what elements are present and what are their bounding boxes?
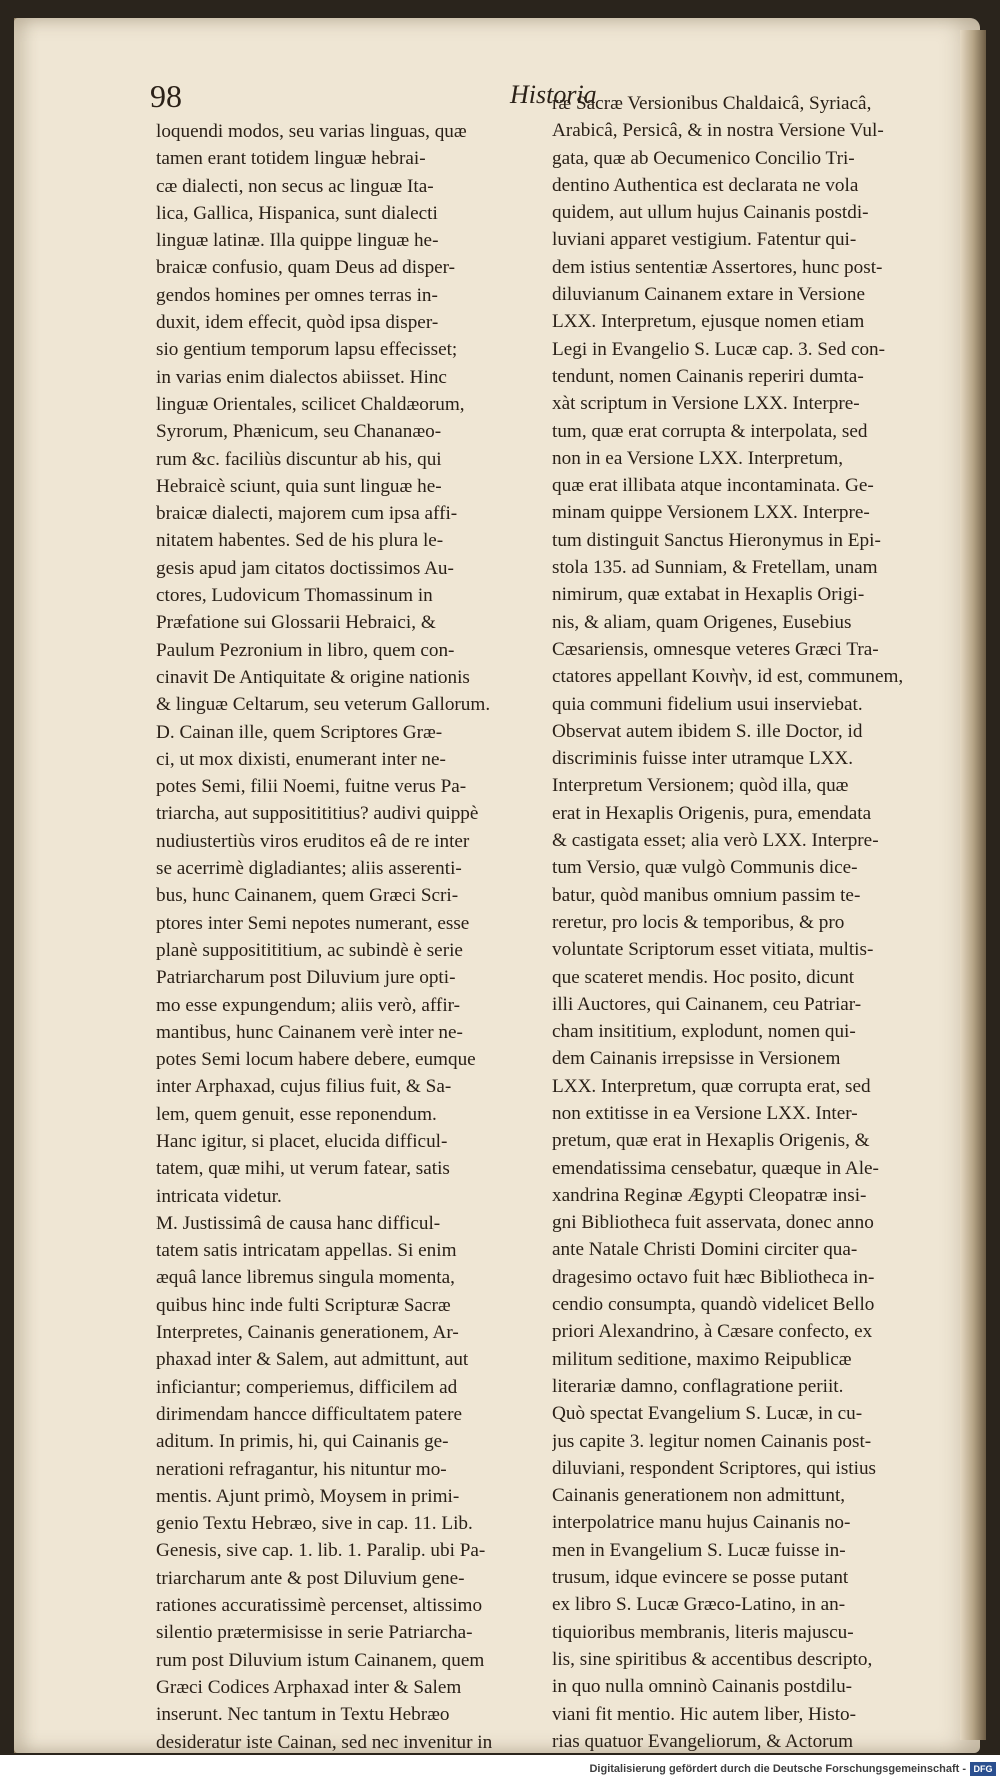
text-line: Quò spectat Evangelium S. Lucæ, in cu- [552,1403,863,1425]
text-line: intricata videtur. [156,1185,282,1207]
text-line: & linguæ Celtarum, seu veterum Gallorum. [156,694,491,716]
text-line: nimirum, quæ extabat in Hexaplis Origi- [552,584,865,606]
text-line: rum &c. faciliùs discuntur ab his, qui [156,448,442,470]
text-line: discriminis fuisse inter utramque LXX. [552,748,854,770]
text-line: literariæ damno, conflagratione periit. [552,1375,844,1397]
text-line: tatem, quæ mihi, ut verum fatear, satis [156,1158,450,1180]
text-line: inficiantur; comperiemus, difficilem ad [156,1376,458,1398]
text-line: genio Textu Hebræo, sive in cap. 11. Lib. [156,1513,473,1535]
text-line: braicæ dialecti, majorem cum ipsa affi- [156,503,458,525]
text-line: in varias enim dialectos abiisset. Hinc [156,366,447,388]
text-line: Observat autem ibidem S. ille Doctor, id [552,720,863,742]
text-line: Legi in Evangelio S. Lucæ cap. 3. Sed con- [552,338,886,360]
text-line: Genesis, sive cap. 1. lib. 1. Paralip. ubi Pa- [156,1540,486,1562]
text-line: braicæ confusio, quam Deus ad disper- [156,257,456,279]
text-line: xandrina Reginæ Ægypti Cleopatræ insi- [552,1184,867,1206]
text-line: bus, hunc Cainanem, quem Græci Scri- [156,885,459,907]
text-line: triarcha, aut suppositititius? audivi quippè [156,803,479,825]
text-line: dem Cainanis irrepsisse in Versionem [552,1048,841,1070]
text-line: mantibus, hunc Cainanem verè inter ne- [156,1021,463,1043]
text-line: trusum, idque evincere se posse putant [552,1567,849,1589]
text-line: triarcharum ante & post Diluvium gene- [156,1567,465,1589]
text-line: tamen erant totidem linguæ hebrai- [156,148,426,170]
text-line: dem istius sententiæ Assertores, hunc post- [552,256,883,278]
text-line: LXX. Interpretum, quæ corrupta erat, sed [552,1075,871,1097]
text-line: nitatem habentes. Sed de his plura le- [156,530,444,552]
text-line: quibus hinc inde fulti Scripturæ Sacræ [156,1294,451,1316]
text-line: Arabicâ, Persicâ, & in nostra Versione Vul- [552,120,884,142]
text-line: minam quippe Versionem LXX. Interpre- [552,502,870,524]
text-line: diluviani, respondent Scriptores, qui istius [552,1457,877,1479]
text-line: aditum. In primis, hi, qui Cainanis ge- [156,1431,449,1453]
text-line: rias quatuor Evangeliorum, & Actorum [552,1730,854,1752]
text-line: æquâ lance libremus singula momenta, [156,1267,455,1289]
text-line: tum distinguit Sanctus Hieronymus in Epi- [552,529,881,551]
text-line: pretum, quæ erat in Hexaplis Origenis, & [552,1130,870,1152]
text-line: Syrorum, Phænicum, seu Chananæo- [156,421,442,443]
text-line: que scateret mendis. Hoc posito, dicunt [552,966,855,988]
text-line: quidem, aut ullum hujus Cainanis postdi- [552,202,869,224]
text-line: militum seditione, maximo Reipublicæ [552,1348,852,1370]
text-line: rum post Diluvium istum Cainanem, quem [156,1649,485,1671]
right-text-column [552,90,948,1782]
text-line: ctores, Ludovicum Thomassinum in [156,585,433,607]
text-line: Præfatione sui Glossarii Hebraici, & [156,612,436,634]
text-line: duxit, idem effecit, quòd ipsa disper- [156,312,439,334]
text-line: tiquioribus membranis, literis majuscu- [552,1621,854,1643]
text-line: quia communi fidelium usui inserviebat. [552,693,863,715]
text-line: reretur, pro locis & temporibus, & pro [552,911,845,933]
text-line: LXX. Interpretum, ejusque nomen etiam [552,311,865,333]
text-line: potes Semi, filii Noemi, fuitne verus Pa- [156,776,467,798]
text-line: interpolatrice manu hujus Cainanis no- [552,1512,851,1534]
text-line: voluntate Scriptorum esset vitiata, multis- [552,939,874,961]
text-line: cham insititium, explodunt, nomen qui- [552,1021,856,1043]
text-line: ctatores appellant Κοινὴν, id est, communem, [552,666,904,688]
text-line: quæ erat illibata atque incontaminata. Ge- [552,475,874,497]
text-line: nerationi refragantur, his nituntur mo- [156,1458,447,1480]
text-line: ante Natale Christi Domini circiter qua- [552,1239,858,1261]
text-line: inter Arphaxad, cujus filius fuit, & Sa- [156,1076,452,1098]
text-line: ci, ut mox dixisti, enumerant inter ne- [156,748,446,770]
text-line: dragesimo octavo fuit hæc Bibliotheca in- [552,1266,875,1288]
text-line: silentio prætermisisse in serie Patriarcha- [156,1622,473,1644]
text-line: linguæ Orientales, scilicet Chaldæorum, [156,393,465,415]
running-head: Historia [510,80,597,109]
text-line: batur, quòd manibus omnium passim te- [552,884,861,906]
text-line: ræ Sacræ Versionibus Chaldaicâ, Syriacâ, [552,93,872,114]
page-number: 98 [150,78,182,114]
text-line: emendatissima censebatur, quæque in Ale- [552,1157,879,1179]
text-line: planè suppositititium, ac subindè è serie [156,939,463,961]
text-line: gni Bibliotheca fuit asservata, donec anno [552,1212,874,1234]
text-line: gesis apud jam citatos doctissimos Au- [156,557,454,579]
digitization-footer [0,1755,1000,1786]
text-line: cendio consumpta, quandò videlicet Bello [552,1294,875,1316]
text-line: tatem satis intricatam appellas. Si enim [156,1240,457,1262]
text-line: Paulum Pezronium in libro, quem con- [156,639,455,661]
text-line: illi Auctores, qui Cainanem, ceu Patriar- [552,993,862,1015]
text-line: luviani apparet vestigium. Fatentur qui- [552,229,857,251]
text-line: loquendi modos, seu varias linguas, quæ [156,121,467,142]
text-line: gata, quæ ab Oecumenico Concilio Tri- [552,147,855,169]
text-line: stola 135. ad Sunniam, & Fretellam, unam [552,557,878,579]
text-line: erat in Hexaplis Origenis, pura, emendata [552,802,872,824]
text-line: nis, & aliam, quam Origenes, Eusebius [552,611,852,633]
text-line: sio gentium temporum lapsu effecisset; [156,339,458,361]
text-line: lis, sine spiritibus & accentibus descripto, [552,1648,873,1670]
funding-notice: Digitalisierung gefördert durch die Deutsche Forschungsgemeinschaft - [589,1763,966,1775]
text-line: tendunt, nomen Cainanis reperiri dumta- [552,365,864,387]
dfg-logo: DFG [970,1762,996,1776]
text-line: Hebraicè sciunt, quia sunt linguæ he- [156,475,442,497]
text-line: Interpretes, Cainanis generationem, Ar- [156,1322,459,1344]
text-line: & castigata esset; alia verò LXX. Interpre- [552,830,879,852]
text-line: M. Justissimâ de causa hanc difficul- [156,1212,441,1234]
text-line: lem, quem genuit, esse reponendum. [156,1103,437,1125]
text-line: non in ea Versione LXX. Interpretum, [552,447,844,469]
text-line: mo esse expungendum; aliis verò, affir- [156,994,461,1016]
text-line: linguæ latinæ. Illa quippe linguæ he- [156,230,439,252]
text-line: in quo nulla omninò Cainanis postdilu- [552,1676,853,1698]
text-line: ptores inter Semi nepotes numerant, esse [156,912,470,934]
text-line: nudiustertiùs viros eruditos eâ de re inter [156,830,470,852]
text-line: jus capite 3. legitur nomen Cainanis post- [552,1430,872,1452]
text-line: diluvianum Cainanem extare in Versione [552,284,865,306]
text-line: lica, Gallica, Hispanica, sunt dialecti [156,202,438,224]
text-line: tum, quæ erat corrupta & interpolata, sed [552,420,868,442]
text-line: dentino Authentica est declarata ne vola [552,174,859,196]
text-line: cæ dialecti, non secus ac linguæ Ita- [156,175,434,197]
text-line: gendos homines per omnes terras in- [156,284,438,306]
text-line: Patriarcharum post Diluvium jure opti- [156,967,456,989]
text-line: Græci Codices Arphaxad inter & Salem [156,1676,462,1698]
text-line: priori Alexandrino, à Cæsare confecto, ex [552,1321,873,1343]
text-line: desideratur iste Cainan, sed nec invenitur in [156,1731,493,1753]
text-line: ex libro S. Lucæ Græco-Latino, in an- [552,1594,846,1616]
text-line: potes Semi locum habere debere, eumque [156,1049,476,1071]
text-line: Interpretum Versionem; quòd illa, quæ [552,775,849,797]
text-line: cinavit De Antiquitate & origine nationis [156,666,470,688]
text-line: xàt scriptum in Versione LXX. Interpre- [552,393,860,415]
text-line: rationes accuratissimè percenset, altissimo [156,1595,483,1617]
text-line: non extitisse in ea Versione LXX. Inter- [552,1102,858,1124]
page-edge [960,30,986,1740]
text-line: Cæsariensis, omnesque veteres Græci Tra- [552,638,879,660]
text-line: D. Cainan ille, quem Scriptores Græ- [156,721,443,743]
left-text-column [156,118,540,1783]
text-line: se acerrimè digladiantes; aliis asserenti- [156,858,462,880]
text-line: viani fit mentio. Hic autem liber, Histo- [552,1703,857,1725]
text-line: men in Evangelium S. Lucæ fuisse in- [552,1539,846,1561]
text-line: Hanc igitur, si placet, elucida difficul- [156,1130,448,1152]
text-line: mentis. Ajunt primò, Moysem in primi- [156,1485,460,1507]
text-line: Cainanis generationem non admittunt, [552,1485,846,1507]
text-line: inserunt. Nec tantum in Textu Hebræo [156,1704,450,1726]
text-line: dirimendam hancce difficultatem patere [156,1403,462,1425]
text-line: phaxad inter & Salem, aut admittunt, aut [156,1349,469,1371]
text-line: tum Versio, quæ vulgò Communis dice- [552,857,858,879]
